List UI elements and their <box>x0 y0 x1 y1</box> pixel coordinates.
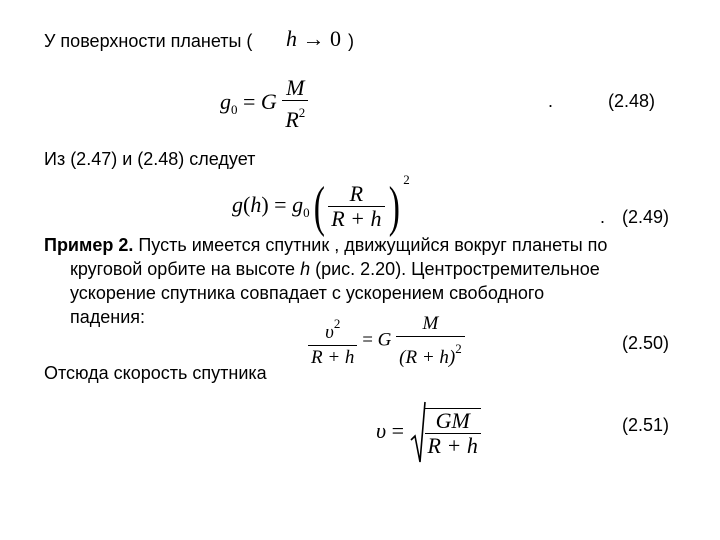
f249-eq: = <box>274 192 287 217</box>
limit-zero: 0 <box>330 26 341 51</box>
f249-num: R <box>328 182 384 207</box>
f250-right-fraction <box>396 312 465 370</box>
f249-g: g <box>232 192 243 217</box>
formula-2-51 <box>376 400 481 466</box>
f249-h: h <box>250 192 262 217</box>
f250-right-num: M <box>396 312 465 337</box>
example-line-3: ускорение спутника совпадает с ускорением свободного <box>70 283 545 303</box>
f250-right-den: (R + h) <box>399 347 456 368</box>
f250-right-den-wrap <box>396 337 465 370</box>
eq-number-2-50: (2.50) <box>622 333 670 353</box>
example-text-2: круговой орбите на высоте <box>70 259 296 279</box>
example-line-4: падения: <box>70 307 146 327</box>
example-h: h <box>300 259 311 279</box>
f248-den-wrap <box>282 101 308 132</box>
intro-text: У поверхности планеты ( <box>44 31 253 51</box>
intro-line <box>44 30 252 52</box>
f250-left-fraction <box>308 312 357 370</box>
limit-formula <box>286 26 341 52</box>
eq-number-2-49: (2.49) <box>622 207 670 227</box>
formula-2-48 <box>220 76 308 132</box>
f250-eq: = <box>362 329 373 351</box>
f248-G: G <box>260 89 277 115</box>
example-text-1: Пусть имеется спутник , движущийся вокруг планеты по <box>133 235 608 255</box>
f248-eq: = <box>243 89 256 115</box>
f248-num: M <box>282 76 308 101</box>
f249-lparen: ( <box>313 175 325 238</box>
f250-left-den: R + h <box>311 347 355 368</box>
f250-G: G <box>377 329 392 351</box>
f248-den-pow: 2 <box>298 105 306 120</box>
f251-fraction <box>425 408 481 458</box>
f248-fraction <box>282 76 308 132</box>
f249-rparen: ) <box>388 175 400 238</box>
f248-g: g <box>220 89 231 115</box>
example-line-2 <box>44 258 600 280</box>
formula-2-49: $g(h) = g_0$( $\frac{R}{R + h}$ ) $^2$ <box>232 172 410 238</box>
f250-v: υ <box>325 322 334 343</box>
formula-2-50 <box>308 312 465 370</box>
f248-sub: 0 <box>231 102 238 118</box>
example-text-2b: (рис. 2.20). Центростремительное <box>310 259 600 279</box>
example-line-1 <box>44 234 607 256</box>
derive-line: Из (2.47) и (2.48) следует <box>44 149 256 169</box>
f251-num: GM <box>425 409 481 434</box>
eq-number-2-48: (2.48) <box>608 91 656 111</box>
speed-line: Отсюда скорость спутника <box>44 363 267 383</box>
f249-den: R + h <box>331 206 382 232</box>
f249-g0: g <box>292 192 304 217</box>
f249-sub: 0 <box>303 205 310 220</box>
dot-2-49: . <box>600 207 606 227</box>
example-label: Пример 2. <box>44 235 134 255</box>
f250-vpow: 2 <box>333 316 341 331</box>
dot-2-48: . <box>548 91 554 111</box>
sqrt-sign-icon <box>410 400 426 466</box>
limit-h: h <box>286 26 297 51</box>
f251-v: υ <box>376 418 387 444</box>
eq-number-2-51: (2.51) <box>622 415 670 435</box>
f250-left-num <box>308 312 357 346</box>
f249-pow: 2 <box>403 172 410 187</box>
f251-eq: = <box>391 418 405 444</box>
limit-arrow: → <box>302 26 325 51</box>
f250-rpow: 2 <box>455 341 462 356</box>
f249-fraction <box>328 182 384 231</box>
f248-den: R <box>285 107 299 132</box>
f251-den: R + h <box>427 433 478 458</box>
intro-close-paren: ) <box>348 31 354 51</box>
